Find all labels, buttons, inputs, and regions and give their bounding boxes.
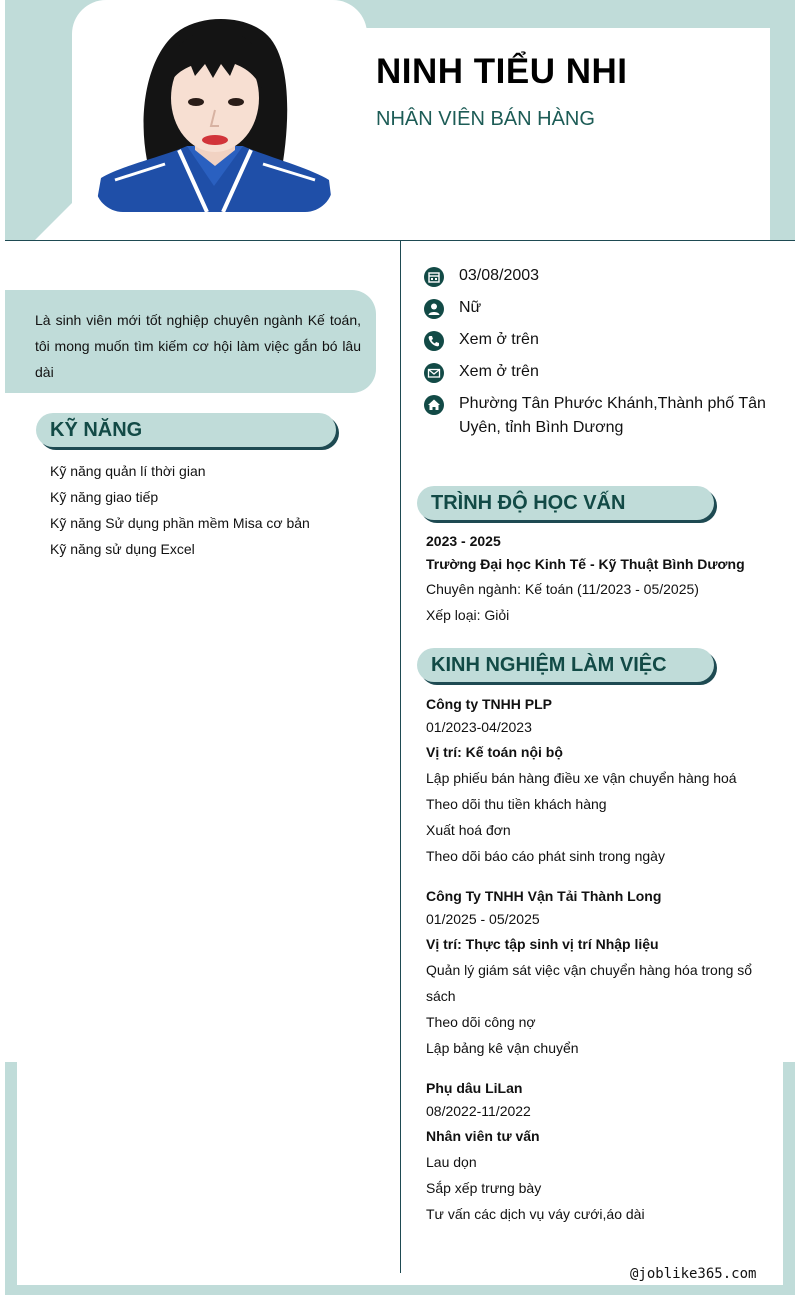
contact-dob-value: 03/08/2003 xyxy=(459,267,540,284)
contact-phone xyxy=(424,328,774,352)
education-major: Chuyên ngành: Kế toán (11/2023 - 05/2025) xyxy=(426,581,699,597)
job-entry xyxy=(426,884,776,1061)
skill-item: Kỹ năng Sử dụng phần mềm Misa cơ bản xyxy=(50,515,310,531)
experience-heading: KINH NGHIỆM LÀM VIỆC xyxy=(417,648,714,682)
education-section xyxy=(426,530,776,628)
column-divider xyxy=(400,240,401,1273)
skills-heading: KỸ NĂNG xyxy=(36,413,336,447)
profile-photo xyxy=(95,18,333,212)
contact-list xyxy=(424,264,774,448)
contact-gender-value: Nữ xyxy=(459,299,482,316)
job-task: Theo dõi công nợ xyxy=(426,1014,536,1030)
mail-icon xyxy=(424,363,444,383)
job-company: Công ty TNHH PLP xyxy=(426,696,552,712)
job-period: 01/2025 - 05/2025 xyxy=(426,911,540,927)
footer-frame-left xyxy=(5,1062,17,1295)
contact-email-value: Xem ở trên xyxy=(459,363,539,380)
phone-icon xyxy=(424,331,444,351)
contact-address xyxy=(424,392,774,440)
job-entry xyxy=(426,692,776,869)
contact-dob xyxy=(424,264,774,288)
job-task: Lau dọn xyxy=(426,1154,477,1170)
contact-phone-value: Xem ở trên xyxy=(459,331,539,348)
watermark-link[interactable]: @joblike365.com xyxy=(630,1266,757,1282)
education-school: Trường Đại học Kinh Tế - Kỹ Thuật Bình Dương xyxy=(426,556,745,572)
footer-frame-right xyxy=(783,1062,795,1295)
user-icon xyxy=(424,299,444,319)
career-objective: Là sinh viên mới tốt nghiệp chuyên ngành Kế toán, tôi mong muốn tìm kiếm cơ hội làm việc gắn bó lâu dài xyxy=(5,290,376,393)
job-company: Phụ dâu LiLan xyxy=(426,1080,523,1096)
contact-gender xyxy=(424,296,774,320)
job-task: Tư vấn các dịch vụ váy cưới,áo dài xyxy=(426,1206,645,1222)
job-period: 01/2023-04/2023 xyxy=(426,719,532,735)
skill-item: Kỹ năng sử dụng Excel xyxy=(50,541,195,557)
job-task: Lập phiếu bán hàng điều xe vận chuyển hàng hoá xyxy=(426,770,737,786)
job-company: Công Ty TNHH Vận Tải Thành Long xyxy=(426,888,662,904)
skill-item: Kỹ năng giao tiếp xyxy=(50,489,159,505)
job-role: Vị trí: Thực tập sinh vị trí Nhập liệu xyxy=(426,936,659,952)
home-icon xyxy=(424,395,444,415)
education-grade: Xếp loại: Giỏi xyxy=(426,607,510,623)
job-role: Nhân viên tư vấn xyxy=(426,1128,540,1144)
calendar-icon xyxy=(424,267,444,287)
contact-address-value: Phường Tân Phước Khánh,Thành phố Tân Uyên, tỉnh Bình Dương xyxy=(459,395,766,436)
job-task: Sắp xếp trưng bày xyxy=(426,1180,542,1196)
job-task: Theo dõi báo cáo phát sinh trong ngày xyxy=(426,848,665,864)
footer-frame-bottom xyxy=(5,1285,795,1295)
job-task: Quản lý giám sát việc vận chuyển hàng hóa trong sổ sách xyxy=(426,962,753,1004)
experience-section xyxy=(426,692,776,1242)
job-entry xyxy=(426,1076,776,1227)
contact-email xyxy=(424,360,774,384)
job-task: Xuất hoá đơn xyxy=(426,822,511,838)
candidate-job-title: NHÂN VIÊN BÁN HÀNG xyxy=(376,108,595,130)
education-heading: TRÌNH ĐỘ HỌC VẤN xyxy=(417,486,714,520)
skill-item: Kỹ năng quản lí thời gian xyxy=(50,463,206,479)
candidate-name: NINH TIỂU NHI xyxy=(376,52,628,91)
education-years: 2023 - 2025 xyxy=(426,533,501,549)
job-period: 08/2022-11/2022 xyxy=(426,1103,531,1119)
job-task: Theo dõi thu tiền khách hàng xyxy=(426,796,607,812)
skills-list xyxy=(50,458,310,562)
job-role: Vị trí: Kế toán nội bộ xyxy=(426,744,563,760)
job-task: Lập bảng kê vận chuyển xyxy=(426,1040,579,1056)
